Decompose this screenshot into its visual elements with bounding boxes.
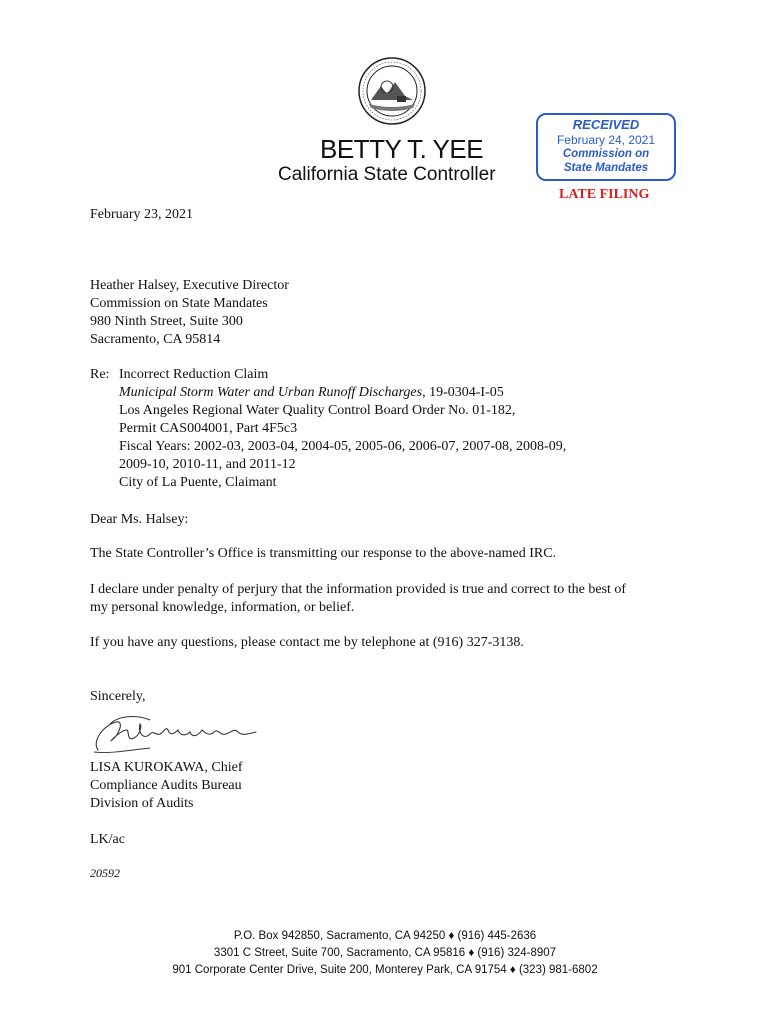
footer-line-1: P.O. Box 942850, Sacramento, CA 94250 ♦ (916) 445-2636 [233, 930, 537, 942]
re-claim-number: , 19-0304-I-05 [422, 385, 504, 400]
initials: LK/ac [90, 832, 125, 847]
stamp-line-1: Commission on [562, 148, 650, 160]
stamp-line-2: State Mandates [563, 162, 649, 174]
letter-date: February 23, 2021 [90, 207, 194, 222]
stamp-heading: RECEIVED [572, 117, 640, 132]
signatory-name: LISA KUROKAWA, Chief [90, 760, 243, 775]
paragraph-1: The State Controller’s Office is transmitting our response to the above-named IRC. [90, 546, 557, 561]
handwritten-signature [90, 712, 265, 758]
signatory-title-1: Compliance Audits Bureau [90, 778, 242, 793]
re-line-4: Permit CAS004001, Part 4F5c3 [119, 421, 298, 436]
paragraph-3: If you have any questions, please contact me by telephone at (916) 327-3138. [90, 635, 524, 650]
closing: Sincerely, [90, 689, 146, 704]
recipient-line-4: Sacramento, CA 95814 [90, 332, 221, 347]
footer-line-3: 901 Corporate Center Drive, Suite 200, Monterey Park, CA 91754 ♦ (323) 981-6802 [172, 964, 598, 976]
re-line-2 [119, 384, 504, 402]
letterhead-name: BETTY T. YEE [320, 134, 484, 164]
salutation: Dear Ms. Halsey: [90, 512, 189, 527]
re-line-7: City of La Puente, Claimant [119, 475, 277, 490]
signatory-title-2: Division of Audits [90, 796, 194, 811]
paragraph-2-line-1: I declare under penalty of perjury that the information provided is true and correct to the best of [90, 582, 627, 597]
reference-number: 20592 [90, 866, 120, 880]
letterhead-title: California State Controller [278, 164, 496, 185]
state-seal-icon [357, 56, 427, 126]
recipient-line-1: Heather Halsey, Executive Director [90, 278, 289, 293]
recipient-line-2: Commission on State Mandates [90, 296, 268, 311]
footer-line-2: 3301 C Street, Suite 700, Sacramento, CA 95816 ♦ (916) 324-8907 [213, 947, 557, 959]
re-line-5: Fiscal Years: 2002-03, 2003-04, 2004-05, 2005-06, 2006-07, 2007-08, 2008-09, [119, 439, 567, 454]
late-filing-label: LATE FILING [559, 187, 650, 202]
re-line-1: Incorrect Reduction Claim [119, 367, 269, 382]
received-stamp [536, 113, 676, 181]
re-line-6: 2009-10, 2010-11, and 2011-12 [119, 457, 296, 472]
stamp-date: February 24, 2021 [556, 133, 656, 147]
re-label: Re: [90, 367, 110, 382]
re-line-3: Los Angeles Regional Water Quality Control Board Order No. 01-182, [119, 403, 516, 418]
paragraph-2-line-2: my personal knowledge, information, or belief. [90, 600, 355, 615]
re-claim-title: Municipal Storm Water and Urban Runoff Discharges [119, 385, 423, 400]
recipient-line-3: 980 Ninth Street, Suite 300 [90, 314, 243, 329]
